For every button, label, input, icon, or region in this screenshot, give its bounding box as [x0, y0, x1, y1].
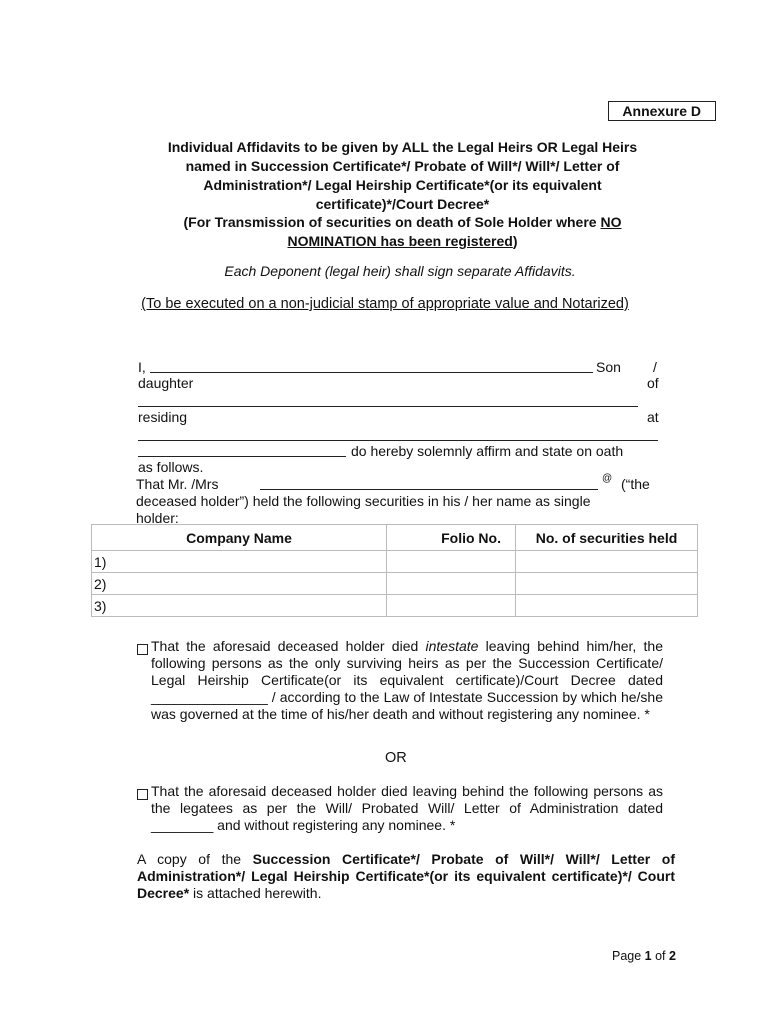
- title-line-4: certificate)*/Court Decree*: [315, 196, 490, 212]
- address-blank-1[interactable]: [138, 440, 658, 441]
- checkbox-icon: [137, 789, 148, 800]
- clause1-text: [151, 638, 663, 723]
- that-mr-label: That Mr. /Mrs: [136, 476, 219, 492]
- at-label: at: [647, 409, 659, 425]
- slash-label: /: [653, 359, 657, 375]
- table-header-row: [92, 525, 698, 551]
- table-cell[interactable]: [387, 573, 516, 595]
- copy-text-bold: Succession Certificate*/ Probate of Will*/ Will*/ Letter of Administration*/ Legal Heirship Certificate*(or its equivalent certificate)*/ Court Decree*: [137, 851, 675, 901]
- copy-text-b: is attached herewith.: [189, 885, 322, 901]
- address-blank-2[interactable]: [138, 456, 346, 457]
- residing-label: residing: [138, 409, 188, 425]
- annexure-label: Annexure D: [608, 101, 716, 121]
- name-blank[interactable]: [150, 372, 593, 373]
- securities-table: [91, 524, 698, 617]
- clause1-text-a: That the aforesaid deceased holder died: [151, 638, 426, 654]
- table-row: [92, 573, 698, 595]
- page-of: of: [651, 949, 669, 963]
- i-label: I,: [138, 359, 146, 375]
- copy-text-a: A copy of the: [137, 851, 253, 867]
- title-line-1: Individual Affidavits to be given by ALL the Legal Heirs OR Legal Heirs: [167, 139, 638, 155]
- page-footer: [612, 949, 676, 963]
- each-deponent-note: Each Deponent (legal heir) shall sign separate Affidavits.: [224, 263, 576, 279]
- table-cell[interactable]: [387, 595, 516, 617]
- execution-note: (To be executed on a non-judicial stamp of appropriate value and Notarized): [141, 296, 629, 312]
- parent-name-blank[interactable]: [138, 406, 638, 407]
- title-line-2: named in Succession Certificate*/ Probate of Will*/ Will*/ Letter of: [185, 158, 620, 174]
- subtitle-underline-1: NO: [600, 214, 622, 230]
- table-cell[interactable]: [516, 595, 698, 617]
- row-number: 2): [92, 573, 387, 595]
- table-cell[interactable]: [387, 551, 516, 573]
- of-label: of: [647, 375, 659, 391]
- clause1-italic: intestate: [425, 638, 479, 654]
- table-row: [92, 551, 698, 573]
- page-number: 1: [644, 949, 652, 963]
- at-symbol: @: [602, 473, 613, 484]
- row-number: 1): [92, 551, 387, 573]
- col-securities-held: No. of securities held: [516, 525, 698, 551]
- document-subtitle: [140, 213, 665, 251]
- the-quote-label: (“the: [621, 476, 650, 492]
- page-label: Page: [612, 949, 645, 963]
- col-folio-no: Folio No.: [387, 525, 516, 551]
- clause1-text-b: leaving behind him/her, the following persons as the only surviving heirs as per the Succession Certificate/ Legal Heirship Certificate(or its equivalent certificate)/Court Decree dated _______________ / according to the Law of Intestate Succession by which he/she was governed at the time of his/her death and without registering any nominee. *: [151, 638, 663, 722]
- table-cell[interactable]: [516, 573, 698, 595]
- copy-attached-text: [137, 851, 675, 902]
- subtitle-underline-2: NOMINATION has been registered: [287, 233, 513, 249]
- holder-label: holder:: [136, 510, 179, 526]
- col-company-name: Company Name: [92, 525, 387, 551]
- row-number: 3): [92, 595, 387, 617]
- clause2-text: That the aforesaid deceased holder died leaving behind the following persons as the legatees as per the Will/ Probated Will/ Letter of Administration dated ________ and without registering any nominee. *: [151, 783, 663, 833]
- document-title: [130, 138, 675, 214]
- page-total: 2: [669, 949, 676, 963]
- subtitle-part-2: ): [512, 233, 518, 249]
- son-label: Son: [596, 359, 621, 375]
- table-cell[interactable]: [516, 551, 698, 573]
- deceased-holder-line: deceased holder”) held the following securities in his / her name as single: [136, 493, 591, 509]
- table-row: [92, 595, 698, 617]
- checkbox-icon: [137, 644, 148, 655]
- title-line-3: Administration*/ Legal Heirship Certificate*(or its equivalent: [203, 177, 602, 193]
- or-separator: OR: [385, 750, 407, 766]
- deceased-name-blank[interactable]: [260, 489, 598, 490]
- daughter-label: daughter: [138, 375, 194, 391]
- as-follows-text: as follows.: [138, 459, 204, 475]
- affirm-text: do hereby solemnly affirm and state on oath: [351, 443, 624, 459]
- subtitle-part-1: (For Transmission of securities on death of Sole Holder where: [183, 214, 601, 230]
